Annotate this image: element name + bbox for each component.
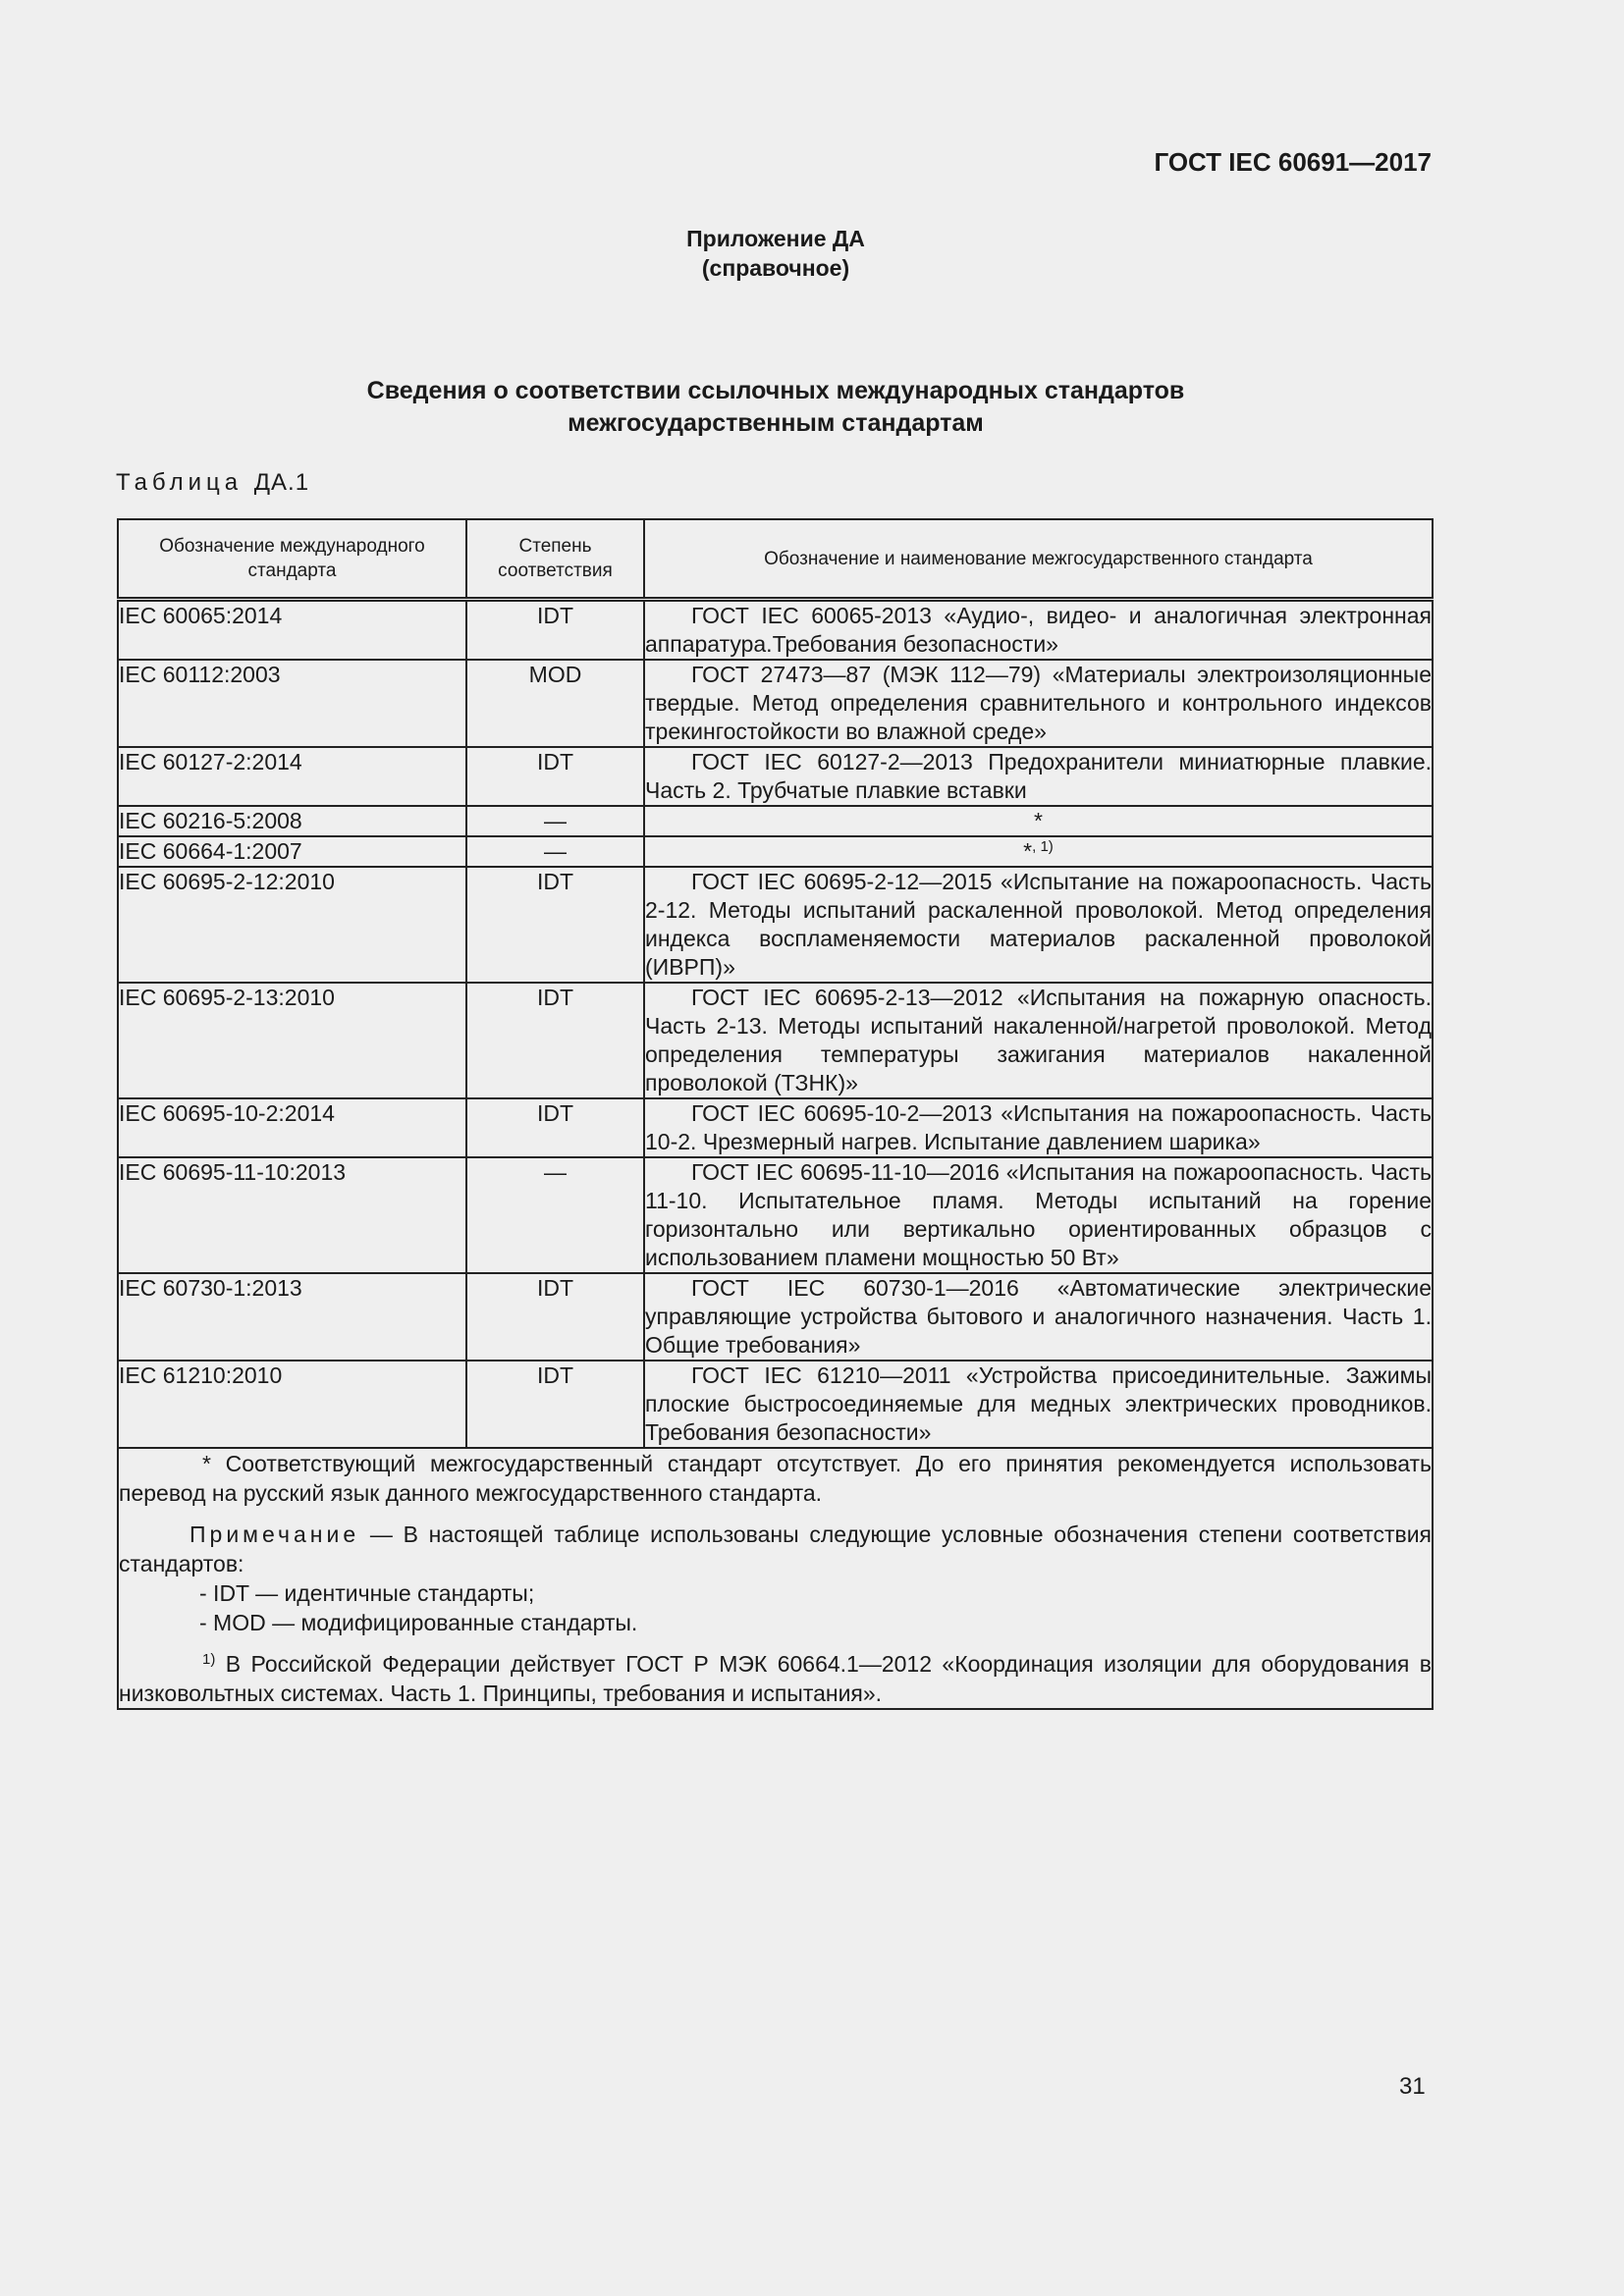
section-title-line-1: Сведения о соответствии ссылочных международных стандартов: [366, 377, 1185, 404]
table-row: [118, 1098, 1433, 1157]
national-standard-cell: [644, 867, 1433, 983]
degree-cell: IDT: [466, 1361, 644, 1448]
asterisk-note: * Соответствующий межгосударственный стандарт отсутствует. До его принятия рекомендуется использовать перевод на русский язык данного межгосударственного стандарта.: [119, 1451, 1432, 1506]
national-standard-cell: [644, 1157, 1433, 1273]
national-standard-text: ГОСТ IEC 60695-10-2—2013 «Испытания на пожароопасность. Часть 10-2. Чрезмерный нагрев. Испытание давлением шарика»: [645, 1100, 1432, 1154]
table-row: [118, 1273, 1433, 1361]
degree-cell: IDT: [466, 600, 644, 661]
national-standard-text: ГОСТ IEC 60127-2—2013 Предохранители миниатюрные плавкие. Часть 2. Трубчатые плавкие вставки: [645, 749, 1432, 803]
footnote: [119, 1649, 1432, 1708]
intl-standard-cell: IEC 60112:2003: [118, 660, 466, 747]
degree-cell: IDT: [466, 1098, 644, 1157]
national-standard-cell: *: [644, 806, 1433, 836]
national-standard-text: ГОСТ IEC 60695-2-12—2015 «Испытание на пожароопасность. Часть 2-12. Методы испытаний раскаленной проволокой. Метод определения индекса воспламеняемости материалов раскаленной проволокой (ИВРП)»: [645, 869, 1432, 980]
national-standard-cell: [644, 983, 1433, 1098]
table-row: [118, 867, 1433, 983]
national-standard-cell: [644, 1361, 1433, 1448]
degree-cell: IDT: [466, 747, 644, 806]
table-label: [116, 469, 309, 497]
note-label: Примечание: [189, 1522, 360, 1547]
degree-note: [119, 1520, 1432, 1578]
national-standard-text: ГОСТ IEC 60730-1—2016 «Автоматические электрические управляющие устройства бытового и аналогичного назначения. Часть 1. Общие требования»: [645, 1275, 1432, 1358]
table-label-prefix: Таблица: [116, 469, 244, 496]
table-row: [118, 660, 1433, 747]
degree-cell: IDT: [466, 983, 644, 1098]
degree-legend-mod: - MOD — модифицированные стандарты.: [199, 1610, 638, 1635]
intl-standard-cell: IEC 60730-1:2013: [118, 1273, 466, 1361]
national-standard-cell: [644, 1273, 1433, 1361]
national-standard-text: ГОСТ IEC 60065-2013 «Аудио-, видео- и аналогичная электронная аппаратура.Требования безопасности»: [645, 603, 1432, 657]
national-standard-cell: [644, 600, 1433, 661]
degree-cell: —: [466, 1157, 644, 1273]
annex-heading: [0, 224, 1551, 283]
intl-standard-cell: IEC 60065:2014: [118, 600, 466, 661]
footnote-text: В Российской Федерации действует ГОСТ Р МЭК 60664.1—2012 «Координация изоляции для оборудования в низковольтных системах. Часть 1. Принципы, требования и испытания».: [119, 1651, 1432, 1706]
intl-standard-cell: IEC 60216-5:2008: [118, 806, 466, 836]
national-standard-cell: [644, 747, 1433, 806]
intl-standard-cell: IEC 60695-2-12:2010: [118, 867, 466, 983]
table-notes: [118, 1448, 1433, 1709]
national-standard-cell: [644, 836, 1433, 867]
degree-cell: IDT: [466, 1273, 644, 1361]
national-standard-cell: [644, 1098, 1433, 1157]
table-row: [118, 747, 1433, 806]
header-national-standard: Обозначение и наименование межгосударственного стандарта: [644, 519, 1433, 600]
national-standard-text: ГОСТ IEC 60695-2-13—2012 «Испытания на пожарную опасность. Часть 2-13. Методы испытаний накаленной/нагретой проволокой. Метод определения температуры зажигания материалов накаленной проволокой (ТЗНК)»: [645, 985, 1432, 1095]
degree-cell: —: [466, 836, 644, 867]
table-row: [118, 836, 1433, 867]
table-notes-row: [118, 1448, 1433, 1709]
national-standard-text: ГОСТ 27473—87 (МЭК 112—79) «Материалы электроизоляционные твердые. Метод определения сравнительного и контрольного индексов трекингостойкости во влажной среде»: [645, 662, 1432, 744]
page-number: 31: [1399, 2073, 1426, 2100]
table-row: [118, 600, 1433, 661]
table-row: [118, 983, 1433, 1098]
header-degree: Степень соответствия: [466, 519, 644, 600]
degree-legend-idt: - IDT — идентичные стандарты;: [199, 1580, 535, 1606]
degree-cell: —: [466, 806, 644, 836]
intl-standard-cell: IEC 60695-2-13:2010: [118, 983, 466, 1098]
national-standard-text: ГОСТ IEC 61210—2011 «Устройства присоединительные. Зажимы плоские быстросоединяемые для медных электрических проводников. Требования безопасности»: [645, 1362, 1432, 1445]
intl-standard-cell: IEC 60695-11-10:2013: [118, 1157, 466, 1273]
section-title: [0, 375, 1551, 440]
national-standard-cell: [644, 660, 1433, 747]
degree-cell: MOD: [466, 660, 644, 747]
intl-standard-cell: IEC 60695-10-2:2014: [118, 1098, 466, 1157]
table-label-number: ДА.1: [253, 469, 310, 496]
footnote-reference: , 1): [1032, 838, 1054, 855]
annex-subtitle: (справочное): [701, 255, 850, 281]
table-row: [118, 806, 1433, 836]
document-code: ГОСТ IEC 60691—2017: [1154, 147, 1432, 177]
header-intl-standard: Обозначение международного стандарта: [118, 519, 466, 600]
table-row: [118, 1157, 1433, 1273]
annex-title: Приложение ДА: [686, 226, 865, 251]
section-title-line-2: межгосударственным стандартам: [568, 409, 984, 437]
correspondence-table: [117, 518, 1434, 1710]
table-row: [118, 1361, 1433, 1448]
note-text: — В настоящей таблице использованы следующие условные обозначения степени соответствия стандартов:: [119, 1522, 1433, 1576]
degree-cell: IDT: [466, 867, 644, 983]
footnote-mark: 1): [202, 1651, 216, 1668]
table-header-row: [118, 519, 1433, 600]
absent-standard-mark: *: [1023, 838, 1033, 864]
intl-standard-cell: IEC 61210:2010: [118, 1361, 466, 1448]
intl-standard-cell: IEC 60664-1:2007: [118, 836, 466, 867]
national-standard-text: ГОСТ IEC 60695-11-10—2016 «Испытания на пожароопасность. Часть 11-10. Испытательное пламя. Методы испытаний на горение горизонтально или вертикально ориентированных образцов с использованием пламени мощностью 50 Вт»: [645, 1159, 1432, 1270]
intl-standard-cell: IEC 60127-2:2014: [118, 747, 466, 806]
